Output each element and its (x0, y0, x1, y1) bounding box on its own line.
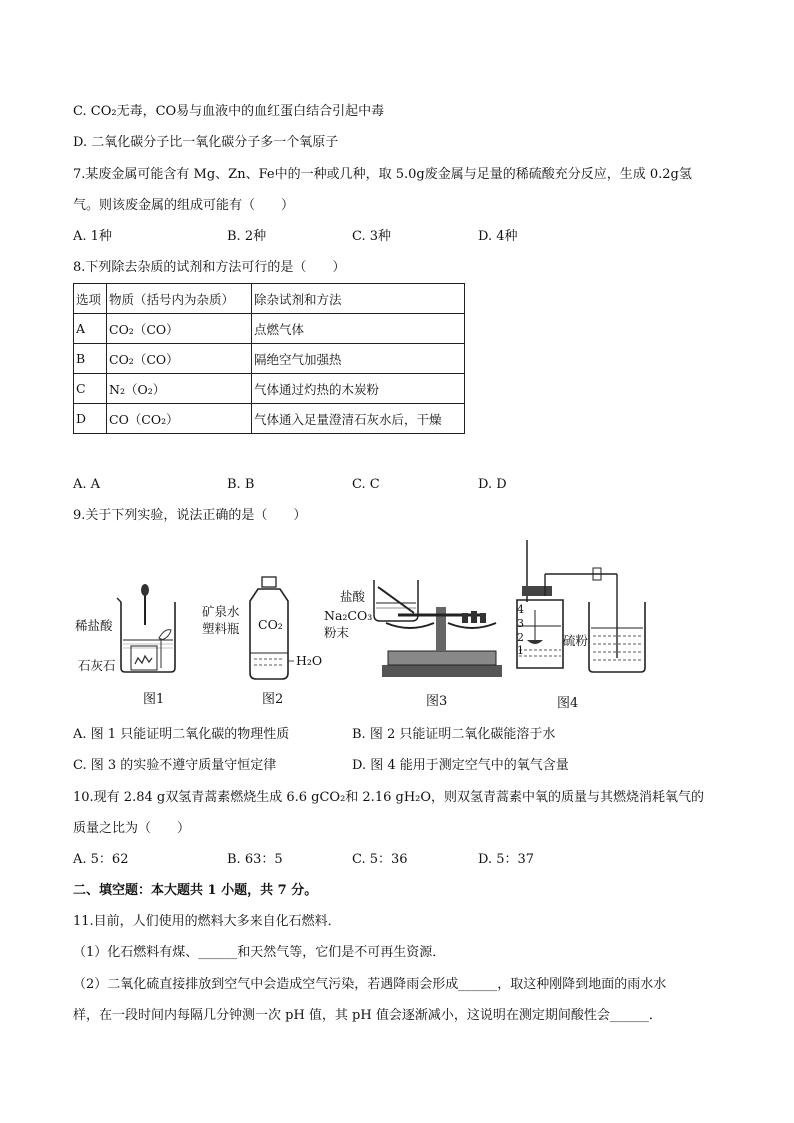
label-water: H₂O (296, 653, 323, 668)
q11-part1: （1）化石燃料有煤、______和天然气等，它们是不可再生资源． (73, 945, 446, 960)
figure-2-caption: 图2 (262, 692, 284, 707)
q10-option-c: C. 5：36 (352, 852, 408, 867)
q9-stem: 9.关于下列实验，说法正确的是（ ） (73, 508, 307, 523)
label-limestone: 石灰石 (78, 658, 116, 673)
figure-3-caption: 图3 (426, 694, 448, 709)
section-heading: 二、填空题：本大题共 1 小题，共 7 分。 (73, 883, 318, 898)
q8-option-b: B. B (227, 477, 255, 492)
q6-option-d: D. 二氧化碳分子比一氧化碳分子多一个氧原子 (73, 135, 339, 150)
figure-4-caption: 图4 (557, 696, 579, 711)
q9-option-b: B. 图 2 只能证明二氧化碳能溶于水 (352, 727, 556, 742)
label-dilute-hcl: 稀盐酸 (75, 618, 113, 633)
q6-option-c: C. CO₂无毒，CO易与血液中的血红蛋白结合引起中毒 (73, 104, 385, 119)
table-cell: 隔绝空气加强热 (252, 344, 465, 374)
table-header-cell: 选项 (74, 284, 107, 314)
q8-option-a: A. A (73, 477, 101, 492)
q10-option-b: B. 63：5 (227, 852, 283, 867)
q11-part2-line1: （2）二氧化硫直接排放到空气中会造成空气污染，若遇降雨会形成______，取这种刚降到地面的雨水水 (73, 977, 667, 992)
q10-stem-line2: 质量之比为（ ） (73, 821, 191, 836)
q10-stem-line1: 10.现有 2.84 g双氢青蒿素燃烧生成 6.6 gCO₂和 2.16 gH₂O，则双氢青蒿素中氧的质量与其燃烧消耗氧气的 (73, 790, 705, 805)
table-cell: 气体通入足量澄清石灰水后，干燥 (252, 404, 465, 434)
label-co2: CO₂ (258, 617, 283, 632)
label-na2co3-powder: Na₂CO₃ 粉末 (324, 608, 373, 640)
table-cell: 点燃气体 (252, 314, 465, 344)
figure-4 (505, 540, 675, 710)
table-cell: D (74, 404, 107, 434)
label-hcl: 盐酸 (340, 589, 366, 604)
q9-option-d: D. 图 4 能用于测定空气中的氧气含量 (352, 758, 569, 773)
table-cell: CO₂（CO） (107, 344, 252, 374)
table-cell: C (74, 374, 107, 404)
q9-option-c: C. 图 3 的实验不遵守质量守恒定律 (73, 758, 277, 773)
figure-3 (318, 575, 508, 709)
scale-mark-3: 3 (517, 617, 524, 630)
table-header-row (74, 284, 465, 314)
q8-option-c: C. C (352, 477, 380, 492)
q11-stem: 11.目前，人们使用的燃料大多来自化石燃料． (73, 914, 341, 929)
label-sulfur-powder: 硫粉 (563, 633, 589, 648)
table-cell: A (74, 314, 107, 344)
oxygen-measure-diagram (505, 540, 675, 675)
table-cell: N₂（O₂） (107, 374, 252, 404)
q8-stem: 8.下列除去杂质的试剂和方法可行的是（ ） (73, 260, 346, 275)
q9-option-a: A. 图 1 只能证明二氧化碳的物理性质 (73, 727, 290, 742)
figure-1 (73, 580, 193, 707)
q10-option-a: A. 5：62 (73, 852, 129, 867)
table-cell: CO（CO₂） (107, 404, 252, 434)
q7-stem-line1: 7.某废金属可能含有 Mg、Zn、Fe中的一种或几种，取 5.0g废金属与足量的稀硫酸充分反应，生成 0.2g氢 (73, 167, 692, 182)
table-header-cell: 物质（括号内为杂质） (107, 284, 252, 314)
q8-option-d: D. D (478, 477, 507, 492)
table-row (74, 374, 465, 404)
scale-mark-1: 1 (517, 644, 524, 657)
table-header-cell: 除杂试剂和方法 (252, 284, 465, 314)
q7-option-b: B. 2种 (227, 229, 267, 244)
table-cell: B (74, 344, 107, 374)
table-cell: 气体通过灼热的木炭粉 (252, 374, 465, 404)
scale-mark-2: 2 (517, 631, 524, 644)
scale-mark-4: 4 (517, 603, 524, 616)
q7-option-a: A. 1种 (73, 229, 112, 244)
table-row (74, 344, 465, 374)
q7-option-c: C. 3种 (352, 229, 392, 244)
q7-stem-line2: 气。则该废金属的组成可能有（ ） (73, 198, 295, 213)
table-row (74, 314, 465, 344)
label-mineral-bottle: 矿泉水 塑料瓶 (202, 604, 240, 636)
q11-part2-line2: 样，在一段时间内每隔几分钟测一次 pH 值，其 pH 值会逐渐减小，这说明在测定期间酸性会______． (73, 1008, 662, 1023)
q8-table (73, 283, 465, 434)
table-cell: CO₂（CO） (107, 314, 252, 344)
figure-1-caption: 图1 (143, 692, 165, 707)
q10-option-d: D. 5：37 (478, 852, 535, 867)
q7-option-d: D. 4种 (478, 229, 518, 244)
table-row (74, 404, 465, 434)
